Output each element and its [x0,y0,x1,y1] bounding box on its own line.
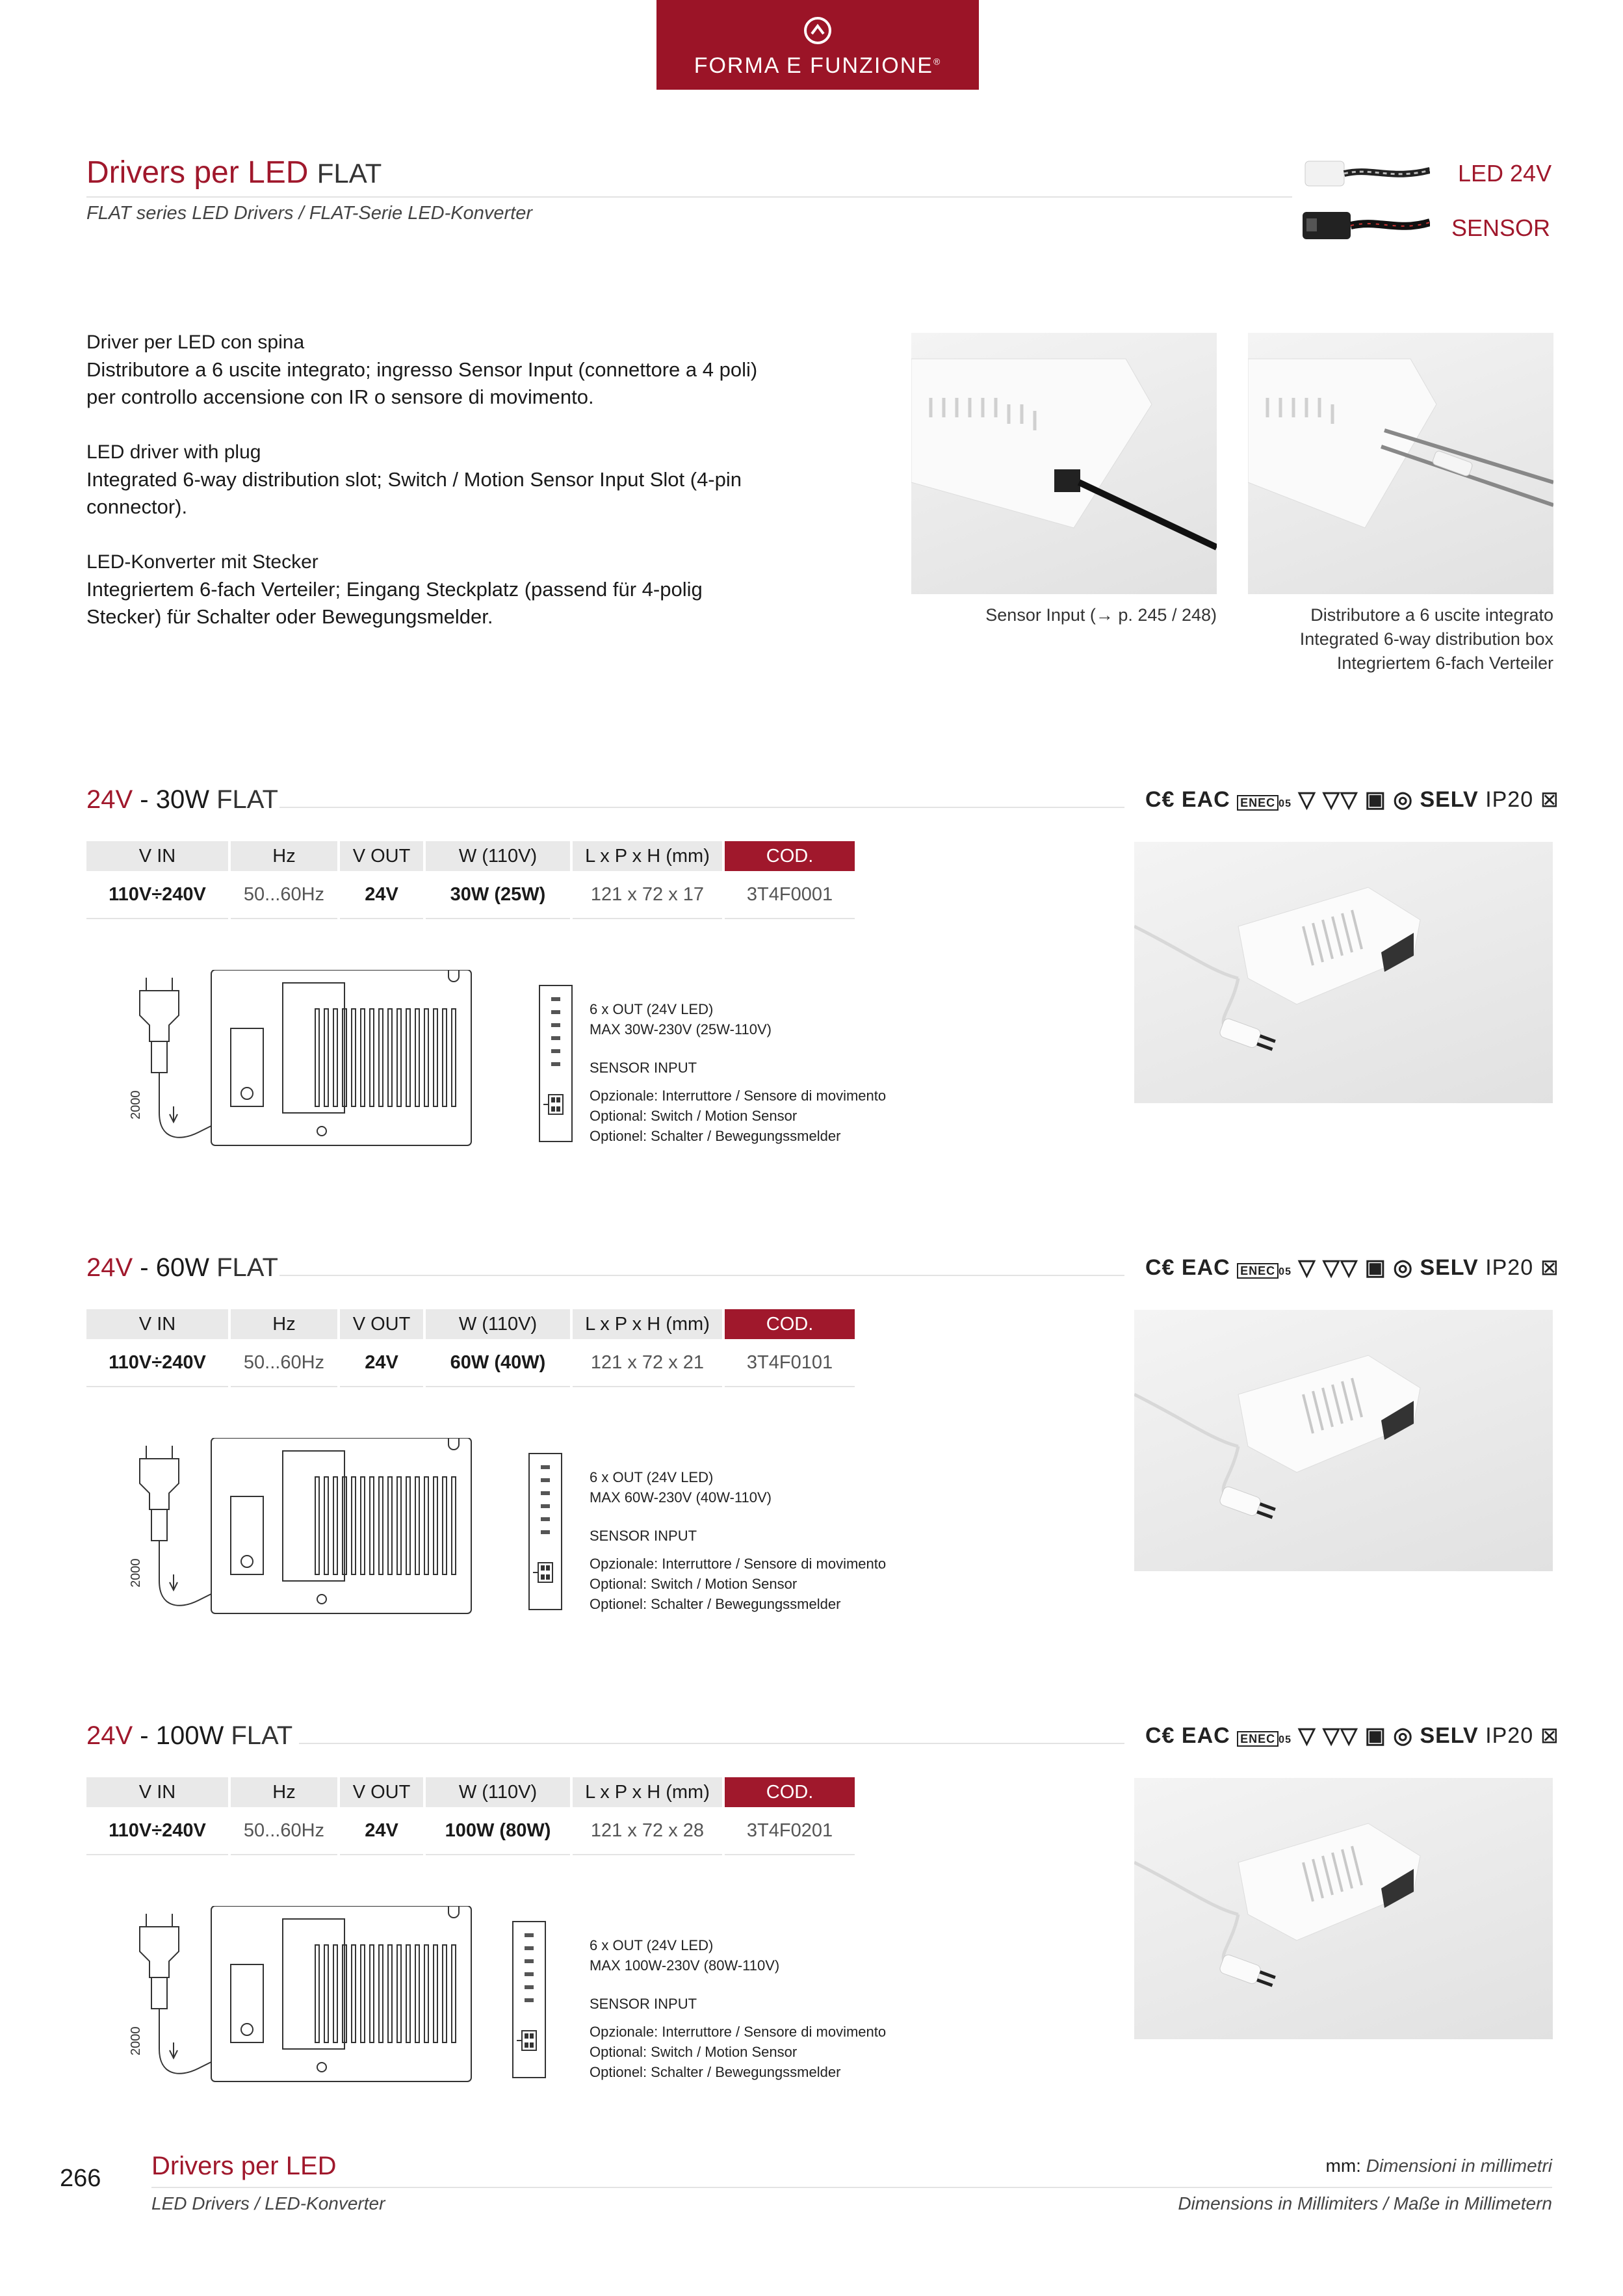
col-vin: V IN [86,1777,228,1807]
diagram-notes [590,1467,886,1614]
connector-side-view [537,984,576,1147]
brand-name: FORMA E FUNZIONE [694,53,933,78]
col-dimensions: L x P x H (mm) [573,1309,722,1339]
section-title-wattage: - 60W [140,1253,209,1282]
optional-de: Optionel: Schalter / Bewegungssmelder [590,1128,841,1144]
col-code: COD. [725,841,855,871]
cell-vin: 110V÷240V [86,1807,228,1855]
ip-rating: IP20 [1485,1255,1534,1280]
intro-de-text: Integriertem 6-fach Verteiler; Eingang Steckplatz (passend für 4-polig Stecker) für Schalter oder Bewegungsmelder. [86,578,703,628]
footer-units-text: Dimensioni in millimetri [1366,2156,1552,2176]
page-title-bold: Drivers per LED [86,155,309,190]
brand-reg: ® [933,56,942,67]
sensor-input-label: SENSOR INPUT [590,1060,697,1076]
cell-watt: 30W (25W) [426,871,570,919]
section-title [86,1253,278,1283]
cell-code: 3T4F0101 [725,1339,855,1387]
cell-vout: 24V [340,1339,423,1387]
certification-symbols-icon: ▽ ▽▽ ▣ ◎ [1298,1723,1413,1748]
col-vout: V OUT [340,1309,423,1339]
col-vout: V OUT [340,841,423,871]
enec-number: 05 [1279,1266,1292,1277]
max-power-label: MAX 30W-230V (25W-110V) [590,1021,772,1037]
col-dimensions: L x P x H (mm) [573,841,722,871]
section-rule [299,1743,1124,1744]
optional-en: Optional: Switch / Motion Sensor [590,1576,798,1592]
col-watt: W (110V) [426,1777,570,1807]
photo-right-caption-en: Integrated 6-way distribution box [1299,629,1553,649]
enec-number: 05 [1279,1734,1292,1745]
brand-mark-icon [801,14,834,47]
tag-sensor: SENSOR [1451,215,1551,241]
optional-en: Optional: Switch / Motion Sensor [590,2044,798,2060]
optional-it: Opzionale: Interruttore / Sensore di movimento [590,1088,887,1104]
optional-it: Opzionale: Interruttore / Sensore di movimento [590,2024,887,2040]
section-title-wattage: - 30W [140,785,209,814]
cell-hz: 50...60Hz [231,1339,337,1387]
col-vin: V IN [86,1309,228,1339]
photo-distribution-box [1248,333,1553,594]
spec-table [84,1309,857,1387]
product-photo [1134,1778,1553,2039]
footer-rule [151,2187,1552,2188]
outputs-label: 6 x OUT (24V LED) [590,1001,714,1017]
intro-it-title: Driver per LED con spina [86,332,305,353]
connector-side-view [510,1920,549,2083]
col-dimensions: L x P x H (mm) [573,1777,722,1807]
ce-eac-mark: C€ EAC [1145,1255,1230,1280]
certification-symbols-icon: ▽ ▽▽ ▣ ◎ [1298,787,1413,812]
section-title-series: FLAT [216,1253,278,1282]
cell-dimensions: 121 x 72 x 28 [573,1807,722,1855]
ip-rating: IP20 [1485,787,1534,812]
table-row [86,1807,855,1855]
max-power-label: MAX 100W-230V (80W-110V) [590,1957,780,1974]
intro-de-title: LED-Konverter mit Stecker [86,551,318,573]
page-title [86,155,382,190]
cable-length-label: 2000 [129,1558,143,1587]
technical-drawing [107,970,510,1178]
cell-vin: 110V÷240V [86,871,228,919]
selv-mark: SELV [1420,1255,1479,1280]
outputs-label: 6 x OUT (24V LED) [590,1937,714,1953]
col-code: COD. [725,1309,855,1339]
col-hz: Hz [231,841,337,871]
outputs-label: 6 x OUT (24V LED) [590,1469,714,1485]
sensor-input-label: SENSOR INPUT [590,1996,697,2012]
cable-length-label: 2000 [129,1090,143,1119]
selv-mark: SELV [1420,1723,1479,1748]
photo-sensor-input [911,333,1217,594]
technical-drawing [107,1906,510,2114]
footer-subtitle: LED Drivers / LED-Konverter [151,2193,385,2213]
footer-units-label: mm: [1325,2156,1361,2176]
intro-text [86,328,775,658]
ip-rating: IP20 [1485,1723,1534,1748]
optional-de: Optionel: Schalter / Bewegungssmelder [590,2064,841,2080]
ce-eac-mark: C€ EAC [1145,1723,1230,1748]
enec-mark: ENEC [1237,1731,1279,1747]
spec-table [84,1777,857,1855]
certification-symbols-icon: ▽ ▽▽ ▣ ◎ [1298,1255,1413,1280]
cable-length-label: 2000 [129,2026,143,2055]
sensor-input-label: SENSOR INPUT [590,1528,697,1544]
page-subtitle: FLAT series LED Drivers / FLAT-Serie LED-Konverter [86,203,532,224]
diagram-notes [590,999,886,1146]
section-title-voltage: 24V [86,785,133,814]
cell-dimensions: 121 x 72 x 21 [573,1339,722,1387]
cell-code: 3T4F0001 [725,871,855,919]
weee-bin-icon: ⊠ [1540,787,1560,812]
led-cable-icon [1300,151,1430,196]
col-hz: Hz [231,1309,337,1339]
brand-logo [656,0,979,90]
cell-dimensions: 121 x 72 x 17 [573,871,722,919]
section-title [86,785,278,815]
photo-right-caption-de: Integriertem 6-fach Verteiler [1336,653,1553,673]
table-row [86,1339,855,1387]
product-photo [1134,1310,1553,1571]
col-code: COD. [725,1777,855,1807]
section-title-wattage: - 100W [140,1721,224,1750]
weee-bin-icon: ⊠ [1540,1255,1560,1280]
cell-hz: 50...60Hz [231,1807,337,1855]
cell-watt: 100W (80W) [426,1807,570,1855]
certification-marks [1145,1255,1559,1281]
max-power-label: MAX 60W-230V (40W-110V) [590,1489,772,1506]
header-rule [86,196,1292,198]
section-rule [279,807,1124,808]
section-title-voltage: 24V [86,1721,133,1750]
ce-eac-mark: C€ EAC [1145,787,1230,812]
spec-table [84,841,857,919]
optional-en: Optional: Switch / Motion Sensor [590,1108,798,1124]
col-vout: V OUT [340,1777,423,1807]
photo-right-caption-it: Distributore a 6 uscite integrato [1310,605,1553,625]
col-watt: W (110V) [426,1309,570,1339]
intro-it-text: Distributore a 6 uscite integrato; ingresso Sensor Input (connettore a 4 poli) per controllo accensione con IR o sensore di movimento. [86,358,758,408]
footer-units [1326,2156,1553,2176]
cell-hz: 50...60Hz [231,871,337,919]
connector-side-view [526,1452,565,1615]
product-photo [1134,842,1553,1103]
photo-left-caption: Sensor Input (→ p. 245 / 248) [985,605,1217,625]
cell-vout: 24V [340,1807,423,1855]
technical-drawing [107,1438,510,1646]
cell-vin: 110V÷240V [86,1339,228,1387]
enec-mark: ENEC [1237,1263,1279,1279]
section-title-voltage: 24V [86,1253,133,1282]
section-title-series: FLAT [216,785,278,814]
tag-led-24v: LED 24V [1458,160,1552,187]
enec-mark: ENEC [1237,795,1279,811]
photo-right-caption [1248,603,1553,675]
cell-watt: 60W (40W) [426,1339,570,1387]
section-rule [279,1275,1124,1276]
table-row [86,871,855,919]
intro-en-text: Integrated 6-way distribution slot; Switch / Motion Sensor Input Slot (4-pin connector). [86,468,742,518]
weee-bin-icon: ⊠ [1540,1723,1560,1748]
page-title-light: FLAT [317,158,382,189]
footer-title: Drivers per LED [151,2152,337,2180]
optional-de: Optionel: Schalter / Bewegungssmelder [590,1596,841,1612]
col-hz: Hz [231,1777,337,1807]
enec-number: 05 [1279,798,1292,809]
section-title [86,1721,292,1751]
cell-vout: 24V [340,871,423,919]
col-vin: V IN [86,841,228,871]
col-watt: W (110V) [426,841,570,871]
sensor-cable-icon [1300,203,1430,248]
diagram-notes [590,1935,886,2082]
intro-en-title: LED driver with plug [86,441,261,463]
page-number: 266 [60,2165,101,2192]
certification-marks [1145,787,1559,813]
cell-code: 3T4F0201 [725,1807,855,1855]
selv-mark: SELV [1420,787,1479,812]
optional-it: Opzionale: Interruttore / Sensore di movimento [590,1556,887,1572]
section-title-series: FLAT [231,1721,293,1750]
certification-marks [1145,1723,1559,1749]
footer-units-translation: Dimensions in Millimiters / Maße in Millimetern [1178,2193,1552,2213]
